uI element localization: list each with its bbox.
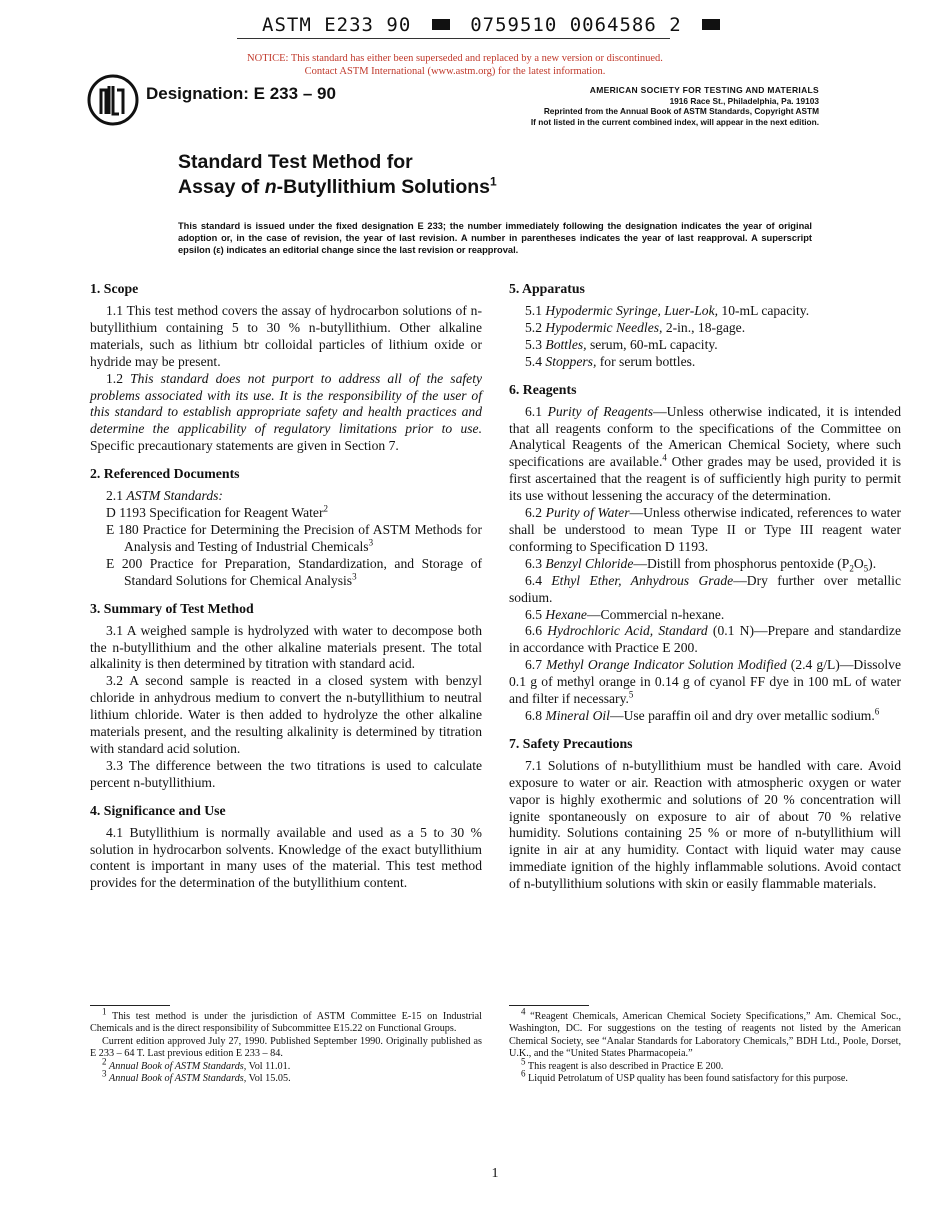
section-heading: 3. Summary of Test Method — [90, 600, 254, 616]
document-title — [178, 150, 497, 200]
society-address: 1916 Race St., Philadelphia, Pa. 19103 — [669, 95, 819, 106]
paragraph: 6.5 Hexane—Commercial n-hexane. — [525, 606, 725, 622]
paragraph: 6.1 Purity of Reagents—Unless otherwise indicated, it is intended that all reagents conform to the specifications of the Committee on Analytical Reagents of the American Chemical Society, where such specifications are available.$^4$ Other grades may be used, provided it is first ascertained that the reagent is of sufficiently high purity to permit its use without lessening the accuracy of the determination. — [509, 403, 902, 504]
footnotes-left — [90, 1006, 482, 1085]
barcode-prefix: ASTM E233 90 — [262, 14, 412, 36]
title-line-2: Assay of n-Butyllithium Solutions$^1$ — [178, 174, 497, 198]
barcode-block — [432, 19, 450, 30]
society-reprint: Reprinted from the Annual Book of ASTM Standards, Copyright ASTM — [543, 106, 819, 116]
reference-item: E 200 Practice for Preparation, Standardization, and Storage of Standard Solutions for Chemical Analysis$^3$ — [106, 555, 482, 588]
section-apparatus — [509, 280, 901, 371]
right-column — [509, 280, 901, 903]
footnote: $^2$ Annual Book of ASTM Standards, Vol 11.01. — [102, 1056, 291, 1072]
footnote: $^3$ Annual Book of ASTM Standards, Vol 15.05. — [102, 1068, 291, 1085]
paragraph: 6.7 Methyl Orange Indicator Solution Modified (2.4 g/L)—Dissolve 0.1 g of methyl orange in 0.14 g of cyanol FF dye in 100 mL of water and filter if necessary.$^5$ — [509, 657, 901, 707]
section-summary — [90, 600, 482, 792]
paragraph: 4.1 Butyllithium is normally available and used as a 5 to 30 % solution in hydrocarbon solvents. Knowledge of the exact butyllithium content is important in many uses of the material. This test method provides for the determination of the butyllithium content. — [90, 824, 482, 891]
paragraph: 3.3 The difference between the two titrations is used to calculate percent n-butyllithium. — [90, 757, 482, 790]
header-rule — [237, 38, 670, 39]
section-referenced-documents — [90, 465, 482, 589]
barcode-header — [262, 14, 728, 36]
designation: Designation: E 233 – 90 — [146, 84, 336, 103]
reference-item: D 1193 Specification for Reagent Water$^2$ — [106, 503, 328, 521]
section-significance — [90, 802, 482, 893]
paragraph: 1.2 This standard does not purport to address all of the safety problems associated with its use. It is the responsibility of the user of this standard to establish appropriate safety and health practices and determine the applicability of regulatory limitations prior to use. Specific precautionary statements are given in Section 7. — [90, 370, 483, 454]
section-heading: 5. Apparatus — [509, 281, 585, 296]
section-reagents — [509, 381, 901, 725]
title-line-1: Standard Test Method for — [178, 151, 413, 173]
section-scope — [90, 280, 482, 455]
barcode-numbers: 0759510 0064586 2 — [470, 14, 682, 36]
society-block — [497, 85, 819, 127]
footnote: Current edition approved July 27, 1990. Published September 1990. Originally published as E 233 – 64 T. Last previous edition E 233 – 84. — [90, 1035, 482, 1060]
section-heading: 4. Significance and Use — [90, 802, 226, 818]
paragraph: 1.1 This test method covers the assay of hydrocarbon solutions of n-butyllithium containing 5 to 30 % n-butyllithium. Other alkaline materials, such as lithium btr colloidal particles of lithium oxide or hydride may be present. — [90, 303, 482, 369]
notice-line-1: NOTICE: This standard has either been superseded and replaced by a new version or discontinued. — [247, 53, 663, 64]
paragraph: 6.3 Benzyl Chloride—Distill from phosphorus pentoxide $(P_2O_5)$. — [525, 555, 877, 574]
apparatus-item: 5.2 Hypodermic Needles, 2-in., 18-gage. — [525, 319, 746, 335]
footnotes-right — [509, 1006, 902, 1085]
apparatus-item: 5.1 Hypodermic Syringe, Luer-Lok, 10-mL capacity. — [525, 303, 810, 318]
paragraph: 3.2 A second sample is reacted in a closed system with benzyl chloride in anhydrous medium to convert the n-butyllithium to neutral lithium chloride. Water is then added to hydrolyze the other alkaline materials present, and the resulting alkalinity is determined by titration with standard acid solution. — [90, 673, 482, 756]
notice-line-2: Contact ASTM International (www.astm.org) for the latest information. — [304, 66, 606, 77]
society-note: If not listed in the current combined index, will appear in the next edition. — [530, 116, 819, 127]
preface-note: This standard is issued under the fixed designation E 233; the number immediately following the designation indicates the year of original adoption or, in the case of revision, the year of last revision. A number in parentheses indicates the year of last reapproval. A superscript epsilon (ε) indicates an editorial change since the last revision or reapproval. — [178, 221, 812, 255]
left-column — [90, 280, 482, 902]
footnote: $^4$ “Reagent Chemicals, American Chemical Society Specifications,” Am. Chemical Soc., Washington, DC. For suggestions on the testing of reagents not listed by the American Chemical Society, see “Analar Standards for Laboratory Chemicals,” BDH Ltd., Poole, Dorset, U.K., and the “United States Pharmacopeia.” — [509, 1006, 902, 1060]
section-heading: 2. Referenced Documents — [90, 466, 240, 482]
paragraph: 6.8 Mineral Oil—Use paraffin oil and dry over metallic sodium.$^6$ — [525, 706, 880, 723]
section-heading: 7. Safety Precautions — [509, 735, 633, 751]
page-number: 1 — [491, 1166, 499, 1181]
society-name: AMERICAN SOCIETY FOR TESTING AND MATERIALS — [589, 85, 819, 95]
paragraph: 6.4 Ethyl Ether, Anhydrous Grade—Dry further over metallic sodium. — [509, 572, 901, 605]
paragraph: 6.6 Hydrochloric Acid, Standard (0.1 N)—Prepare and standardize in accordance with Practice E 200. — [509, 623, 901, 656]
footnote: $^1$ This test method is under the jurisdiction of ASTM Committee E-15 on Industrial Chemicals and is the direct responsibility of Subcommittee E15.22 on Functional Groups. — [90, 1006, 482, 1035]
footnote: $^6$ Liquid Petrolatum of USP quality has been found satisfactory for this purpose. — [521, 1068, 848, 1085]
footnote: $^5$ This reagent is also described in Practice E 200. — [521, 1056, 724, 1072]
paragraph: 7.1 Solutions of n-butyllithium must be handled with care. Avoid exposure to water or air. Reaction with atmospheric oxygen or water vapor is highly exothermic and solutions of 20 % concentration will ignite spontaneously on exposure to air of about 70 % relative humidity. Solutions containing 25 % or more of n-butyllithium will ignite in air at any humidity. Contact with liquid water may cause immediate ignition of the highly inflammable solutions. Avoid contact of n-butyllithium solutions with skin or easily flammable materials. — [509, 757, 901, 892]
section-safety — [509, 735, 901, 893]
astm-logo-icon — [87, 74, 139, 126]
section-heading: 6. Reagents — [509, 381, 577, 397]
reference-item: E 180 Practice for Determining the Precision of ASTM Methods for Analysis and Testing of Industrial Chemicals$^3$ — [106, 521, 482, 554]
apparatus-item: 5.3 Bottles, serum, 60-mL capacity. — [525, 336, 718, 352]
barcode-block — [702, 19, 720, 30]
paragraph: 3.1 A weighed sample is hydrolyzed with water to decompose both the n-butyllithium and the other alkaline materials present. The total alkalinity is then determined by titration with standard acid. — [90, 622, 482, 672]
subsection: 2.1 ASTM Standards: — [106, 488, 223, 504]
section-heading: 1. Scope — [90, 281, 139, 296]
paragraph: 6.2 Purity of Water—Unless otherwise indicated, references to water shall be understood to mean Type II or Type III reagent water conforming to Specification D 1193. — [509, 505, 901, 554]
apparatus-item: 5.4 Stoppers, for serum bottles. — [525, 353, 696, 369]
